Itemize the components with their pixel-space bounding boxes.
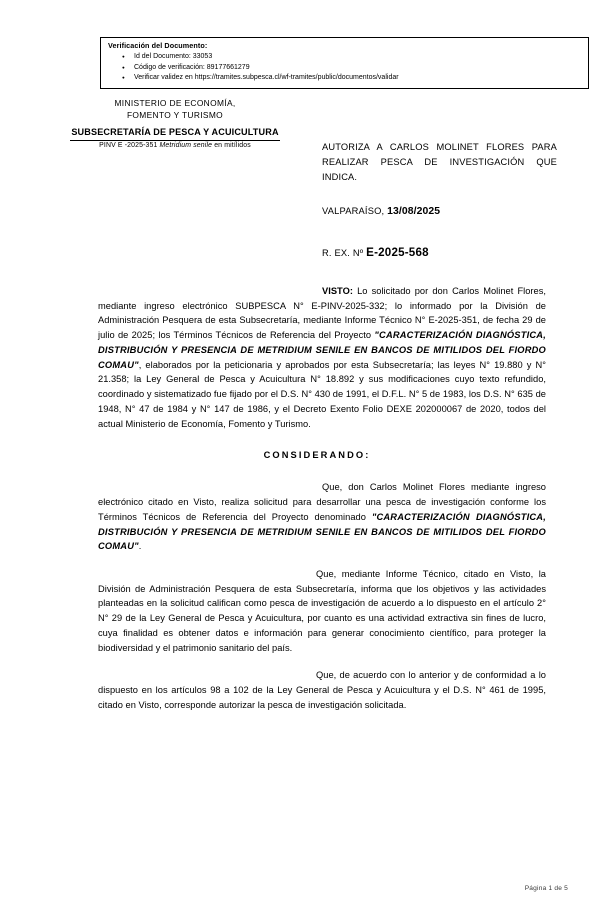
paragraph-considerando-1 — [98, 480, 546, 554]
verification-box — [100, 37, 589, 89]
subsecretaria-title: SUBSECRETARÍA DE PESCA Y ACUICULTURA — [70, 126, 279, 141]
organization-header — [30, 98, 320, 151]
verification-item-url[interactable]: ● Verificar validez en https://tramites.subpesca.cl/wf-tramites/public/documentos/validar — [134, 73, 583, 84]
page-footer: Página 1 de 5 — [524, 885, 568, 892]
considerando-1-project-title: "CARACTERIZACIÓN DIAGNÓSTICA, DISTRIBUCIÓN Y PRESENCIA DE METRIDIUM SENILE EN BANCOS DE MITILIDOS DEL FIORDO COMAU" — [98, 511, 547, 552]
place-and-date — [322, 206, 440, 217]
verification-list — [108, 52, 583, 85]
ministry-line-2: FOMENTO Y TURISMO — [126, 109, 224, 120]
document-date: 13/08/2025 — [387, 206, 441, 217]
paragraph-visto — [98, 284, 546, 431]
considerando-3-text: de acuerdo con lo anterior y de conformidad a lo dispuesto en los artículos 98 a 102 de la Ley General de Pesca y Acuicultura y el D.S. N° 461 de 1995, citado en Visto, corresponde autorizar la pesca de investigación solicitada. — [98, 670, 546, 710]
project-code-suffix: en mitílidos — [212, 142, 251, 150]
verification-item-document-id: ● Id del Documento: 33053 — [134, 52, 583, 63]
considerando-2-lead: Que, — [316, 569, 337, 580]
document-subject: AUTORIZA A CARLOS MOLINET FLORES PARA REALIZAR PESCA DE INVESTIGACIÓN QUE INDICA. — [322, 142, 557, 183]
verification-item-code: ● Código de verificación: 89177661279 — [134, 63, 583, 74]
resolution-label: R. EX. Nº — [322, 248, 364, 258]
project-code-line — [30, 141, 320, 151]
considerando-1-text-1: don Carlos Molinet Flores mediante ingreso electrónico citado en Visto, realiza solicitud para desarrollar una pesca de investigación conforme los Términos Técnicos de Referencia del Proyecto denominado — [98, 482, 546, 522]
resolution-number: E-2025-568 — [366, 246, 429, 259]
resolution-number-line — [322, 246, 429, 259]
considerando-1-lead: Que, — [322, 482, 343, 493]
considerando-1-text-2: . — [138, 541, 142, 552]
considerando-3-lead: Que, — [316, 670, 337, 681]
place-label: VALPARAÍSO, — [322, 206, 385, 216]
ministry-line-1: MINISTERIO DE ECONOMÍA, — [114, 98, 236, 108]
project-code-prefix: PINV E -2025-351 — [99, 142, 160, 150]
project-species-name: Metridium senile — [159, 142, 213, 150]
visto-text-2: , elaborados por la peticionaria y aprobados por esta Subsecretaría; las leyes N° 19.880 y N° 21.358; la Ley General de Pesca y Acuicultura N° 18.892 y sus modificaciones cuyo texto refundido, coordinado y sistematizado fue fijado por el D.S. N° 430 de 1991, el D.F.L. N° 5 de 1983, los D.S. N° 635 de 1948, N° 47 de 1984 y N° 147 de 1986, y el Decreto Exento Folio DEXE 202000067 de 2020, todos del actual Ministerio de Economía, Fomento y Turismo. — [98, 359, 546, 429]
document-body — [98, 284, 546, 726]
visto-lead: VISTO: — [322, 286, 353, 296]
paragraph-considerando-3 — [98, 668, 546, 712]
considerando-heading: CONSIDERANDO: — [263, 450, 371, 461]
visto-project-title: "CARACTERIZACIÓN DIAGNÓSTICA, DISTRIBUCIÓN Y PRESENCIA DE METRIDIUM SENILE EN BANCOS DE MITILIDOS DEL FIORDO COMAU" — [98, 330, 546, 370]
visto-text-1: Lo solicitado por don Carlos Molinet Flores, mediante ingreso electrónico SUBPESCA N° E-PINV-2025-332; lo informado por la División de Administración Pesquera de esta Subsecretaría, mediante Informe Técnico N° E-2025-351, de fecha 29 de julio de 2025; los Términos Técnicos de Referencia del Proyecto — [98, 286, 546, 341]
considerando-2-text: mediante Informe Técnico, citado en Visto, la División de Administración Pesquera de esta Subsecretaría, informa que los objetivos y las actividades planteadas en la solicitud califican como pesca de investigación de acuerdo a lo dispuesto en el artículo 2° N° 29 de la Ley General de Pesca y Acuicultura, por cuanto es una actividad extractiva sin fines de lucro, cuya finalidad es obtener datos e información para generar conocimiento científico, para proteger la biodiversidad y el patrimonio sanitario del país. — [98, 569, 546, 653]
verification-title: Verificación del Documento: — [108, 41, 208, 50]
paragraph-considerando-2 — [98, 567, 546, 655]
